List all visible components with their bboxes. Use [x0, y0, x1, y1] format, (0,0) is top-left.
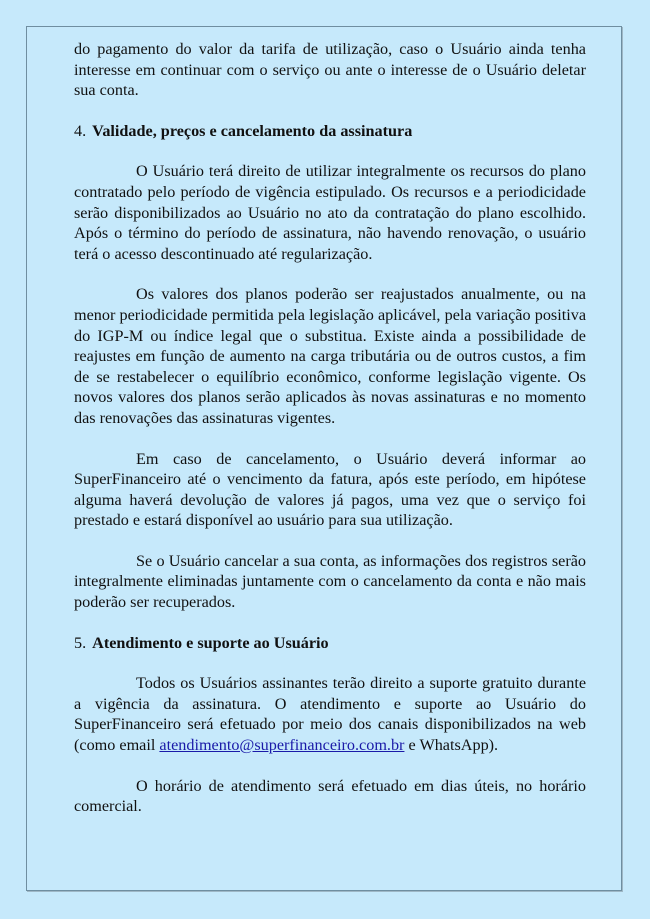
paragraph-text: Todos os Usuários assinantes terão direito a suporte gratuito durante a vigência da assinatura. O atendimento e suporte ao Usuário do SuperFinanceiro será efetuado por meio dos canais disponibilizados na web (como email [74, 674, 586, 755]
section-4-paragraph-4: Se o Usuário cancelar a sua conta, as informações dos registros serão integralmente eliminadas juntamente com o cancelamento da conta e não mais poderão ser recuperados. [74, 551, 586, 612]
section-5-paragraph-1 [74, 673, 586, 755]
section-4-heading [74, 121, 586, 142]
section-title: Atendimento e suporte ao Usuário [92, 633, 329, 652]
support-email-link[interactable]: atendimento@superfinanceiro.com.br [159, 736, 405, 755]
section-5-heading [74, 633, 586, 654]
section-number: 4. [74, 121, 87, 140]
document-body [74, 39, 586, 817]
section-5-paragraph-2: O horário de atendimento será efetuado em dias úteis, no horário comercial. [74, 776, 586, 816]
section-title: Validade, preços e cancelamento da assinatura [92, 121, 413, 140]
section-number: 5. [74, 633, 87, 652]
section-4-paragraph-1: O Usuário terá direito de utilizar integralmente os recursos do plano contratado pelo período de vigência estipulado. Os recursos e a periodicidade serão disponibilizados ao Usuário no ato da contratação do plano escolhido. Após o término do período de assinatura, não havendo renovação, o usuário terá o acesso descontinuado até regularização. [74, 162, 586, 263]
section-4-paragraph-2: Os valores dos planos poderão ser reajustados anualmente, ou na menor periodicidade permitida pela legislação aplicável, pela variação positiva do IGP-M ou índice legal que o substitua. Existe ainda a possibilidade de reajustes em função de aumento na carga tributária ou de outros custos, a fim de se restabelecer o equilíbrio econômico, conforme legislação vigente. Os novos valores dos planos serão aplicados às novas assinaturas e no momento das renovações das assinaturas vigentes. [74, 285, 586, 427]
paragraph-text: e WhatsApp). [404, 736, 499, 755]
intro-paragraph: do pagamento do valor da tarifa de utilização, caso o Usuário ainda tenha interesse em continuar com o serviço ou ante o interesse de o Usuário deletar sua conta. [74, 40, 586, 100]
section-4-paragraph-3: Em caso de cancelamento, o Usuário deverá informar ao SuperFinanceiro até o vencimento da fatura, após este período, em hipótese alguma haverá devolução de valores já pagos, uma vez que o serviço foi prestado e estará disponível ao usuário para sua utilização. [74, 449, 586, 530]
